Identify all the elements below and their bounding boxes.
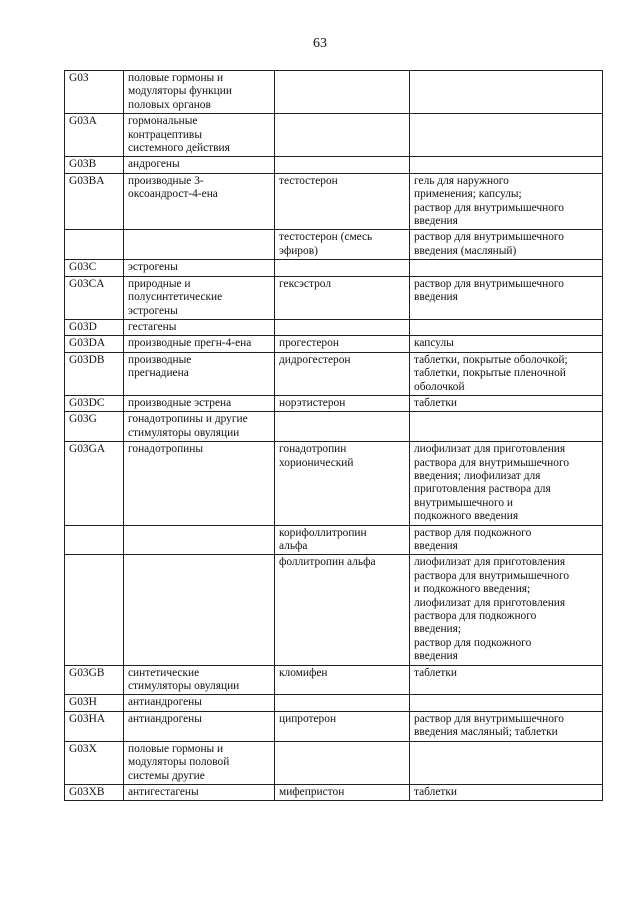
atc-code-cell: G03DB [65,352,124,395]
atc-code-cell: G03DA [65,336,124,352]
atc-group-name-cell: производные эстрена [124,395,275,411]
table-row [65,352,603,395]
dosage-form-cell: раствор для внутримышечного введения (масляный) [410,230,603,260]
table-row [65,319,603,335]
table-row [65,695,603,711]
dosage-form-cell [410,114,603,157]
table-row [65,525,603,555]
table-row [65,665,603,695]
atc-group-name-cell [124,555,275,665]
atc-code-cell: G03C [65,260,124,276]
atc-code-cell: G03A [65,114,124,157]
atc-group-name-cell: синтетические стимуляторы овуляции [124,665,275,695]
table-row [65,336,603,352]
table-row [65,784,603,800]
drug-table [64,70,603,801]
atc-group-name-cell: андрогены [124,157,275,173]
atc-code-cell [65,555,124,665]
atc-code-cell: G03H [65,695,124,711]
substance-cell [275,71,410,114]
atc-code-cell: G03CA [65,276,124,319]
substance-cell: кломифен [275,665,410,695]
table-row [65,276,603,319]
atc-group-name-cell: антиандрогены [124,711,275,741]
dosage-form-cell: раствор для подкожного введения [410,525,603,555]
table-row [65,555,603,665]
atc-code-cell: G03B [65,157,124,173]
atc-group-name-cell: эстрогены [124,260,275,276]
substance-cell: корифоллитропин альфа [275,525,410,555]
dosage-form-cell: лиофилизат для приготовления раствора для внутримышечного введения; лиофилизат для приготовления раствора для внутримышечного и подкожного введения [410,442,603,525]
table-row [65,395,603,411]
dosage-form-cell: лиофилизат для приготовления раствора для внутримышечного и подкожного введения; лиофилизат для приготовления раствора для подкожного введения; раствор для подкожного введения [410,555,603,665]
substance-cell: ципротерон [275,711,410,741]
atc-code-cell [65,525,124,555]
substance-cell: прогестерон [275,336,410,352]
atc-code-cell: G03GA [65,442,124,525]
dosage-form-cell: гель для наружного применения; капсулы; раствор для внутримышечного введения [410,173,603,230]
substance-cell: норэтистерон [275,395,410,411]
substance-cell: тестостерон (смесь эфиров) [275,230,410,260]
substance-cell [275,695,410,711]
page-number: 63 [313,36,327,51]
atc-group-name-cell: антигестагены [124,784,275,800]
atc-group-name-cell: гормональные контрацептивы системного действия [124,114,275,157]
table-row [65,114,603,157]
dosage-form-cell: таблетки [410,665,603,695]
table-row [65,71,603,114]
atc-code-cell: G03HA [65,711,124,741]
atc-code-cell: G03XB [65,784,124,800]
atc-group-name-cell: половые гормоны и модуляторы функции половых органов [124,71,275,114]
substance-cell: гексэстрол [275,276,410,319]
dosage-form-cell [410,260,603,276]
atc-code-cell: G03 [65,71,124,114]
table-row [65,173,603,230]
atc-group-name-cell: гонадотропины и другие стимуляторы овуляции [124,412,275,442]
atc-group-name-cell: половые гормоны и модуляторы половой системы другие [124,741,275,784]
substance-cell: мифепристон [275,784,410,800]
atc-code-cell: G03GB [65,665,124,695]
atc-code-cell: G03DC [65,395,124,411]
table-row [65,741,603,784]
atc-group-name-cell: производные прегнадиена [124,352,275,395]
dosage-form-cell [410,412,603,442]
substance-cell [275,157,410,173]
table-row [65,412,603,442]
table-row [65,442,603,525]
dosage-form-cell [410,741,603,784]
atc-group-name-cell: гонадотропины [124,442,275,525]
substance-cell [275,114,410,157]
atc-code-cell: G03X [65,741,124,784]
atc-code-cell: G03BA [65,173,124,230]
substance-cell: тестостерон [275,173,410,230]
table-row [65,230,603,260]
substance-cell: дидрогестерон [275,352,410,395]
dosage-form-cell: раствор для внутримышечного введения [410,276,603,319]
substance-cell [275,319,410,335]
substance-cell: фоллитропин альфа [275,555,410,665]
dosage-form-cell: таблетки [410,395,603,411]
table-row [65,157,603,173]
dosage-form-cell [410,319,603,335]
substance-cell [275,741,410,784]
atc-group-name-cell [124,525,275,555]
atc-code-cell: G03D [65,319,124,335]
atc-group-name-cell: производные прегн-4-ена [124,336,275,352]
dosage-form-cell [410,71,603,114]
dosage-form-cell: капсулы [410,336,603,352]
substance-cell: гонадотропин хорионический [275,442,410,525]
atc-group-name-cell: природные и полусинтетические эстрогены [124,276,275,319]
dosage-form-cell: раствор для внутримышечного введения масляный; таблетки [410,711,603,741]
atc-group-name-cell: производные 3- оксоандрост-4-ена [124,173,275,230]
atc-code-cell [65,230,124,260]
atc-group-name-cell: гестагены [124,319,275,335]
dosage-form-cell [410,157,603,173]
table-row [65,260,603,276]
dosage-form-cell: таблетки [410,784,603,800]
atc-group-name-cell [124,230,275,260]
table-row [65,711,603,741]
substance-cell [275,260,410,276]
atc-code-cell: G03G [65,412,124,442]
atc-group-name-cell: антиандрогены [124,695,275,711]
dosage-form-cell: таблетки, покрытые оболочкой; таблетки, покрытые пленочной оболочкой [410,352,603,395]
dosage-form-cell [410,695,603,711]
substance-cell [275,412,410,442]
